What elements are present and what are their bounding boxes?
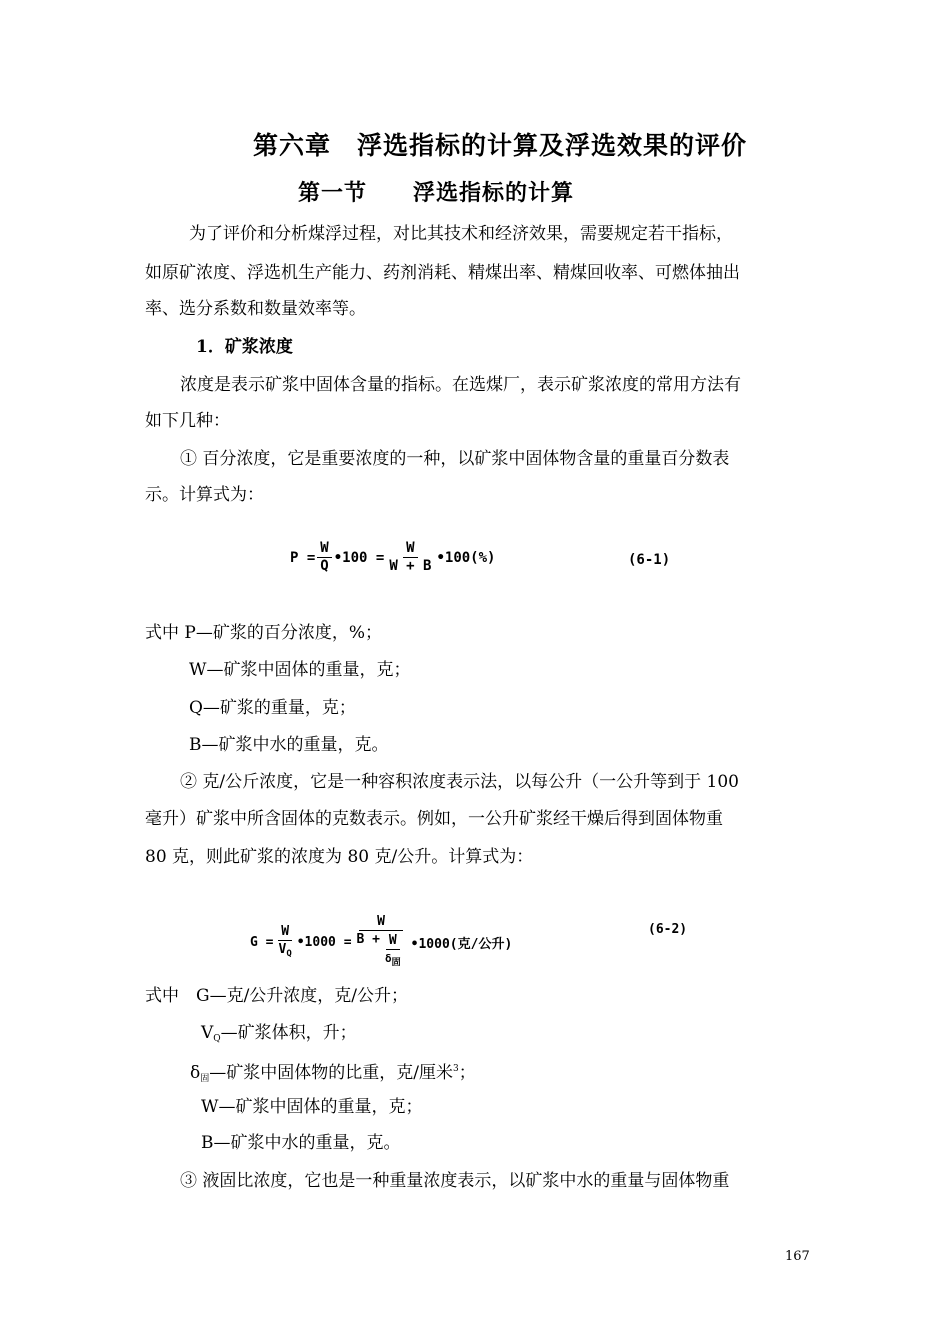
paragraph-line: 浓度是表示矿浆中固体含量的指标。在选煤厂，表示矿浆浓度的常用方法有 bbox=[180, 375, 741, 395]
method-line: 80 克，则此矿浆的浓度为 80 克/公升。计算式为： bbox=[145, 847, 534, 867]
eq2-f1-denominator: $V_Q$ bbox=[278, 941, 292, 959]
eq2-inner-fraction: $\frac{W}{\delta_固}$ bbox=[385, 933, 401, 968]
method-line: ③ 液固比浓度，它也是一种重量浓度表示，以矿浆中水的重量与固体物重 bbox=[180, 1171, 730, 1191]
eq1-fraction-2 bbox=[386, 540, 434, 575]
page-number: 167 bbox=[785, 1249, 810, 1264]
eq1-mid: •100 = bbox=[333, 549, 385, 566]
method-line: 毫升）矿浆中所含固体的克数表示。例如，一公升矿浆经干燥后得到固体物重 bbox=[145, 809, 723, 829]
chapter-title: 第六章 浮选指标的计算及浮选效果的评价 bbox=[253, 131, 748, 160]
variable-definition: B—矿浆中水的重量，克。 bbox=[189, 735, 389, 755]
eq2-tail: •1000(克/公升) bbox=[410, 937, 513, 952]
eq2-fraction-1 bbox=[275, 923, 294, 963]
eq2-f2-numerator: W bbox=[359, 913, 403, 931]
eq1-f2-numerator: W bbox=[403, 540, 417, 558]
method-line: ② 克/公斤浓度，它是一种容积浓度表示法，以每公升（一公升等到于 100 bbox=[180, 772, 739, 792]
paragraph-line: 如下几种： bbox=[145, 411, 230, 431]
equation-6-2 bbox=[250, 913, 512, 972]
variable-definition: Q—矿浆的重量，克； bbox=[189, 698, 356, 718]
equation-number-6-1: (6-1) bbox=[628, 552, 671, 568]
intro-line: 为了评价和分析煤浮过程，对比其技术和经济效果，需要规定若干指标， bbox=[189, 224, 733, 244]
eq2-lhs: G = bbox=[250, 935, 274, 950]
eq1-f2-denominator: W + B bbox=[389, 558, 432, 574]
variable-definition: B—矿浆中水的重量，克。 bbox=[201, 1133, 401, 1153]
intro-line: 如原矿浓度、浮选机生产能力、药剂消耗、精煤出率、精煤回收率、可燃体抽出 bbox=[145, 263, 740, 283]
variable-definition: W—矿浆中固体的重量，克； bbox=[201, 1097, 423, 1117]
intro-line: 率、选分系数和数量效率等。 bbox=[145, 299, 366, 319]
variable-definition: $V_Q—$矿浆体积，升； bbox=[201, 1023, 357, 1044]
eq1-tail: •100(%) bbox=[436, 549, 496, 566]
section-title: 第一节 浮选指标的计算 bbox=[298, 180, 575, 206]
method-line: ① 百分浓度，它是重要浓度的一种，以矿浆中固体物含量的重量百分数表 bbox=[180, 449, 730, 469]
variable-definition: W—矿浆中固体的重量，克； bbox=[189, 660, 411, 680]
eq1-lhs: P = bbox=[290, 549, 316, 566]
eq1-f1-denominator: Q bbox=[320, 558, 329, 574]
method-line: 示。计算式为： bbox=[145, 485, 264, 505]
subheading-slurry-concentration: 1．矿浆浓度 bbox=[196, 337, 293, 357]
variable-definition: 式中 P—矿浆的百分浓度，%； bbox=[145, 623, 382, 643]
variable-definition: $\delta_固—$矿浆中固体物的比重，克/厘米$^3$； bbox=[190, 1063, 476, 1084]
eq2-mid: •1000 = bbox=[296, 935, 352, 950]
eq2-f1-numerator: W bbox=[278, 923, 292, 941]
eq2-fraction-2 bbox=[354, 913, 409, 972]
eq1-f1-numerator: W bbox=[317, 540, 331, 558]
equation-6-1 bbox=[290, 540, 495, 575]
eq1-fraction-1 bbox=[317, 540, 331, 575]
equation-number-6-2: (6-2) bbox=[648, 922, 688, 937]
eq2-f2-denominator: B + $\frac{W}{\delta_固}$ bbox=[354, 931, 409, 972]
variable-definition: 式中 G—克/公升浓度，克/公升； bbox=[145, 986, 409, 1006]
